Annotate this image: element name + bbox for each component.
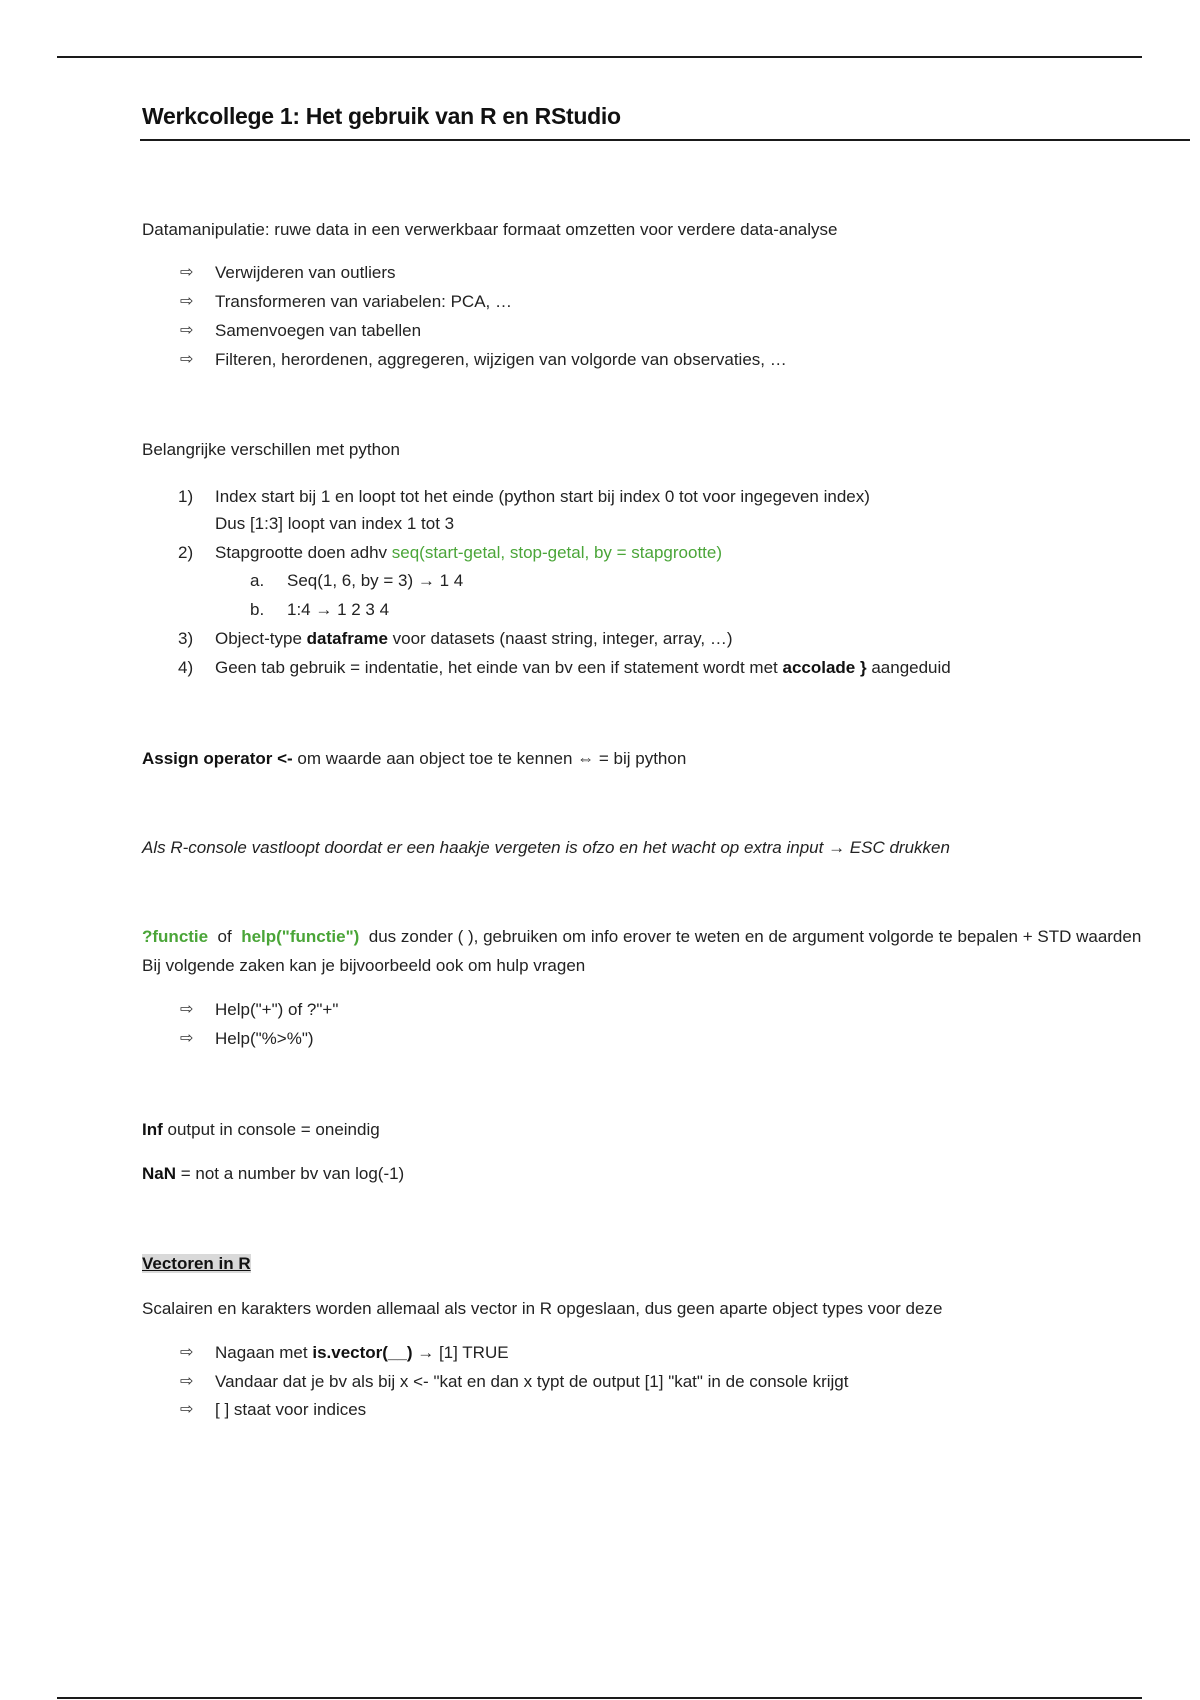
note-text: dus zonder ( ), gebruiken om info erover te weten en de argument volgorde te bepalen + STD waarden [359, 927, 1142, 946]
list-item-continuation: Dus [1:3] loopt van index 1 tot 3 [215, 514, 455, 533]
bold-term: Inf [142, 1120, 163, 1139]
list-item: Samenvoegen van tabellen [215, 321, 422, 340]
bold-term: NaN [142, 1164, 177, 1183]
list-item [215, 542, 722, 564]
verschillen-heading: Belangrijke verschillen met python [142, 440, 400, 459]
section-heading [142, 1253, 251, 1275]
inf-note [142, 1119, 380, 1141]
code-snippet: seq(start-getal, stop-getal, by = stapgrootte) [391, 543, 723, 562]
vectoren-heading: Vectoren in R [142, 1254, 251, 1273]
arrow-bullet-icon: ⇨ [180, 1344, 194, 1361]
list-item-text: → [1] TRUE [412, 1343, 509, 1362]
list-number: 4) [178, 658, 194, 677]
note-text: of [208, 927, 242, 946]
top-rule [57, 56, 1142, 58]
code-snippet: help("functie") [241, 927, 360, 946]
note-text: = not a number bv van log(-1) [176, 1164, 405, 1183]
datamanipulatie-intro: Datamanipulatie: ruwe data in een verwerkbaar formaat omzetten voor verdere data-analyse [142, 220, 838, 239]
list-item-text: Stapgrootte doen adhv [215, 543, 392, 562]
sublist-item: 1:4 → 1 2 3 4 [287, 600, 390, 619]
assign-operator-note [142, 748, 686, 770]
list-item [215, 628, 732, 650]
note-text: om waarde aan object toe te kennen ⇔ = bij python [292, 749, 687, 768]
list-item-text: voor datasets (naast string, integer, array, …) [387, 629, 733, 648]
help-note [142, 926, 1141, 948]
list-item: Help("%>%") [215, 1029, 314, 1048]
list-number: 3) [178, 629, 194, 648]
arrow-bullet-icon: ⇨ [180, 1373, 194, 1390]
arrow-bullet-icon: ⇨ [180, 351, 194, 368]
bold-term: dataframe [306, 629, 388, 648]
list-item-text: Geen tab gebruik = indentatie, het einde van bv een if statement wordt met [215, 658, 783, 677]
bold-term: accolade } [782, 658, 867, 677]
arrow-bullet-icon: ⇨ [180, 1001, 194, 1018]
code-snippet: ?functie [142, 927, 209, 946]
note-text: output in console = oneindig [162, 1120, 380, 1139]
arrow-bullet-icon: ⇨ [180, 322, 194, 339]
list-item: Vandaar dat je bv als bij x <- "kat en dan x typt de output [1] "kat" in de console krijgt [215, 1372, 849, 1391]
list-item-text: Object-type [215, 629, 307, 648]
bold-term: is.vector(__) [312, 1343, 413, 1362]
list-item-text: aangeduid [866, 658, 951, 677]
list-item: [ ] staat voor indices [215, 1400, 367, 1419]
list-number: 2) [178, 543, 194, 562]
page-title: Werkcollege 1: Het gebruik van R en RStudio [142, 103, 621, 129]
list-item: Filteren, herordenen, aggregeren, wijzigen van volgorde van observaties, … [215, 350, 787, 369]
list-item-text: Nagaan met [215, 1343, 313, 1362]
list-item: Help("+") of ?"+" [215, 1000, 339, 1019]
bold-term: Assign operator <- [142, 749, 293, 768]
title-underline [140, 139, 1190, 141]
list-item [215, 1342, 509, 1364]
sublist-letter: a. [250, 571, 265, 590]
arrow-bullet-icon: ⇨ [180, 293, 194, 310]
help-line2: Bij volgende zaken kan je bijvoorbeeld ook om hulp vragen [142, 956, 586, 975]
bottom-rule [57, 1697, 1142, 1699]
arrow-bullet-icon: ⇨ [180, 264, 194, 281]
nan-note [142, 1163, 404, 1185]
list-item: Transformeren van variabelen: PCA, … [215, 292, 512, 311]
sublist-letter: b. [250, 600, 265, 619]
arrow-bullet-icon: ⇨ [180, 1401, 194, 1418]
console-note: Als R-console vastloopt doordat er een haakje vergeten is ofzo en het wacht op extra input → ESC drukken [142, 838, 950, 857]
list-item [215, 657, 951, 679]
list-item: Verwijderen van outliers [215, 263, 396, 282]
sublist-item: Seq(1, 6, by = 3) → 1 4 [287, 571, 464, 590]
arrow-bullet-icon: ⇨ [180, 1030, 194, 1047]
list-number: 1) [178, 487, 194, 506]
list-item: Index start bij 1 en loopt tot het einde (python start bij index 0 tot voor ingegeven index) [215, 487, 870, 506]
vectoren-intro: Scalairen en karakters worden allemaal als vector in R opgeslaan, dus geen aparte object types voor deze [142, 1299, 943, 1318]
